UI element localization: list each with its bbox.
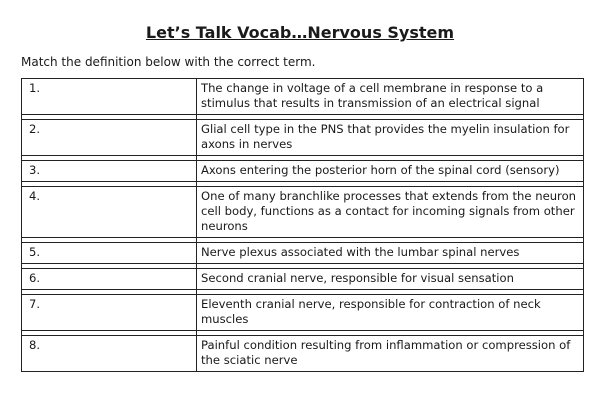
vocab-table: [21, 78, 584, 372]
table-row: [22, 187, 584, 238]
definition-text: Axons entering the posterior horn of the spinal cord (sensory): [197, 161, 584, 182]
definition-text: Painful condition resulting from inflammation or compression of the sciatic nerve: [197, 336, 584, 372]
definition-text: Nerve plexus associated with the lumbar spinal nerves: [197, 243, 584, 264]
definition-text: Eleventh cranial nerve, responsible for contraction of neck muscles: [197, 295, 584, 331]
term-number: 1.: [22, 79, 197, 115]
term-number: 2.: [22, 120, 197, 156]
term-number: 3.: [22, 161, 197, 182]
definition-text: Glial cell type in the PNS that provides the myelin insulation for axons in nerves: [197, 120, 584, 156]
table-row: [22, 269, 584, 290]
term-number: 7.: [22, 295, 197, 331]
term-number: 5.: [22, 243, 197, 264]
term-number: 6.: [22, 269, 197, 290]
table-row: [22, 336, 584, 372]
page-title: Let’s Talk Vocab…Nervous System: [145, 23, 455, 42]
table-row: [22, 295, 584, 331]
table-row: [22, 79, 584, 115]
definition-text: The change in voltage of a cell membrane in response to a stimulus that results in transmission of an electrical signal: [197, 79, 584, 115]
table-row: [22, 120, 584, 156]
instructions: Match the definition below with the correct term.: [21, 55, 316, 69]
table-row: [22, 243, 584, 264]
table-row: [22, 161, 584, 182]
term-number: 8.: [22, 336, 197, 372]
definition-text: One of many branchlike processes that extends from the neuron cell body, functions as a contact for incoming signals from other neurons: [197, 187, 584, 238]
definition-text: Second cranial nerve, responsible for visual sensation: [197, 269, 584, 290]
term-number: 4.: [22, 187, 197, 238]
